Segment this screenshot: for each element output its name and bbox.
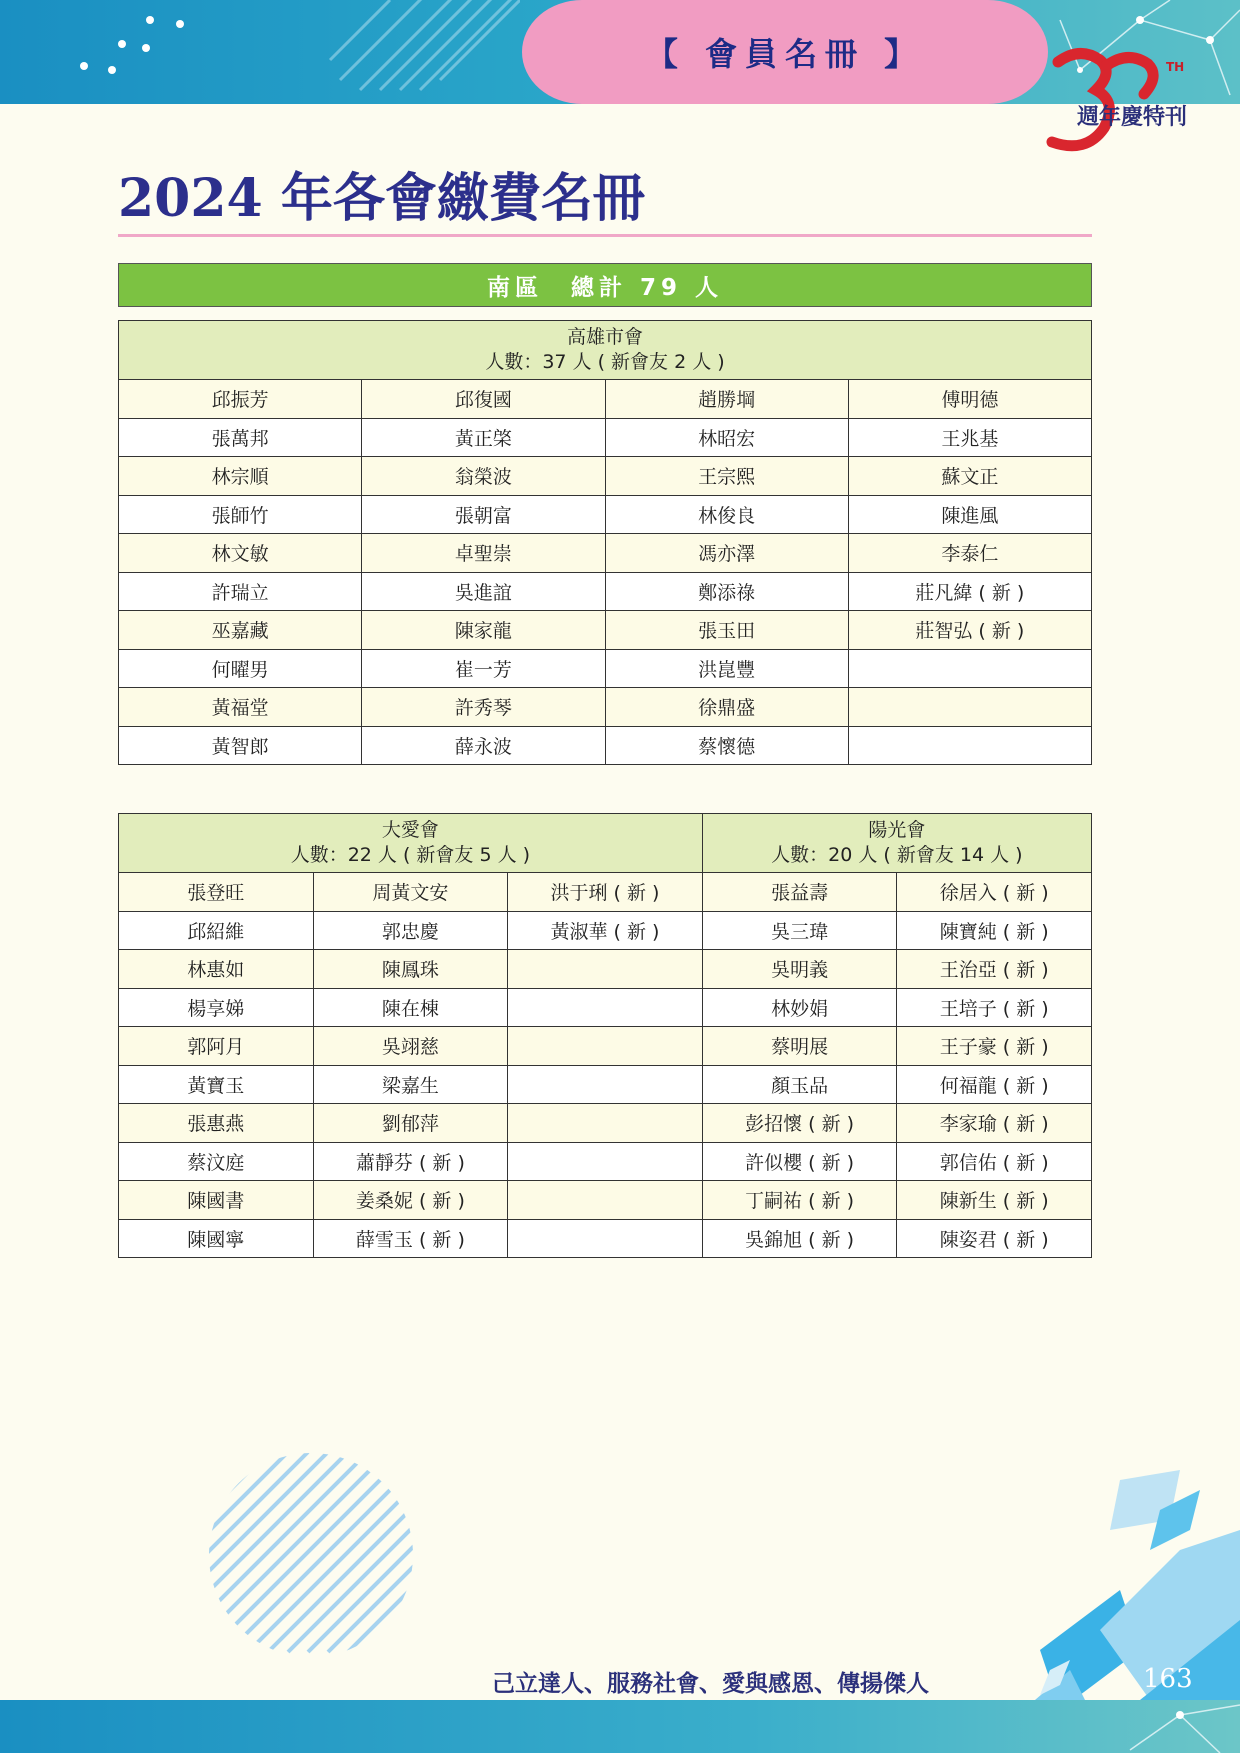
member-name-cell: 陳國寧 — [119, 1219, 314, 1258]
table-row — [119, 688, 1092, 727]
member-name-cell: 巫嘉藏 — [119, 611, 362, 650]
member-name-cell: 邱復國 — [362, 380, 605, 419]
member-name-cell: 陳進風 — [848, 495, 1091, 534]
table-row — [119, 495, 1092, 534]
member-name-cell: 許秀琴 — [362, 688, 605, 727]
member-name-cell: 徐居入 ( 新 ) — [897, 873, 1092, 912]
member-name-cell: 姜桑妮 ( 新 ) — [313, 1181, 508, 1220]
member-name-cell: 莊凡緯 ( 新 ) — [848, 572, 1091, 611]
member-name-cell — [508, 1104, 703, 1143]
kaohsiung-header — [119, 321, 1092, 380]
footer-slogan: 己立達人、服務社會、愛與感恩、傳揚傑人 — [492, 1670, 929, 1697]
member-name-cell: 王培子 ( 新 ) — [897, 988, 1092, 1027]
table-row — [119, 649, 1092, 688]
member-name-cell: 王宗熙 — [605, 457, 848, 496]
member-name-cell: 黃寶玉 — [119, 1065, 314, 1104]
member-name-cell: 陳國書 — [119, 1181, 314, 1220]
member-name-cell: 王子豪 ( 新 ) — [897, 1027, 1092, 1066]
member-name-cell: 趙勝堈 — [605, 380, 848, 419]
kaohsiung-rows — [119, 380, 1092, 765]
table-row — [119, 873, 1092, 912]
title-divider — [118, 234, 1092, 237]
stripe-pattern-icon — [320, 0, 520, 104]
member-name-cell: 彭招懷 ( 新 ) — [702, 1104, 897, 1143]
member-name-cell: 傅明德 — [848, 380, 1091, 419]
member-name-cell: 徐鼎盛 — [605, 688, 848, 727]
member-name-cell: 郭忠慶 — [313, 911, 508, 950]
region-total: 南區 總計 79 人 — [486, 274, 724, 301]
member-name-cell: 林宗順 — [119, 457, 362, 496]
table-row — [119, 534, 1092, 573]
member-name-cell — [508, 1142, 703, 1181]
member-name-cell: 張朝富 — [362, 495, 605, 534]
member-name-cell: 卓聖崇 — [362, 534, 605, 573]
member-name-cell: 蘇文正 — [848, 457, 1091, 496]
table-row — [119, 1181, 1092, 1220]
member-name-cell: 周黃文安 — [313, 873, 508, 912]
member-name-cell: 郭信佑 ( 新 ) — [897, 1142, 1092, 1181]
member-name-cell: 王兆基 — [848, 418, 1091, 457]
member-name-cell: 陳姿君 ( 新 ) — [897, 1219, 1092, 1258]
page-number: 163 — [1143, 1664, 1193, 1694]
table-row — [119, 1142, 1092, 1181]
member-name-cell: 薛雪玉 ( 新 ) — [313, 1219, 508, 1258]
logo-th: TH — [1166, 60, 1185, 74]
member-name-cell: 林妙娟 — [702, 988, 897, 1027]
member-name-cell: 梁嘉生 — [313, 1065, 508, 1104]
member-name-cell: 張益壽 — [702, 873, 897, 912]
member-name-cell — [508, 1219, 703, 1258]
member-name-cell: 許似櫻 ( 新 ) — [702, 1142, 897, 1181]
page-title: 2024 年各會繳費名冊 — [118, 168, 645, 229]
member-name-cell: 吳明義 — [702, 950, 897, 989]
footer-band — [0, 1700, 1240, 1753]
member-name-cell: 李泰仁 — [848, 534, 1091, 573]
member-name-cell: 蔡懷德 — [605, 726, 848, 765]
member-name-cell — [848, 726, 1091, 765]
section-label: 【 會員名冊 】 — [645, 35, 925, 73]
table-row — [119, 457, 1092, 496]
member-name-cell: 王治亞 ( 新 ) — [897, 950, 1092, 989]
daai-header — [119, 814, 703, 873]
member-name-cell: 林昭宏 — [605, 418, 848, 457]
section-label-pill — [522, 0, 1048, 104]
member-name-cell: 蔡明展 — [702, 1027, 897, 1066]
member-name-cell — [508, 1027, 703, 1066]
member-name-cell: 陳在棟 — [313, 988, 508, 1027]
member-name-cell: 林惠如 — [119, 950, 314, 989]
member-name-cell: 黃正棨 — [362, 418, 605, 457]
chapter-count: 人數：22 人 ( 新會友 5 人 ) — [290, 844, 531, 866]
yangguang-header — [702, 814, 1091, 873]
member-name-cell: 陳新生 ( 新 ) — [897, 1181, 1092, 1220]
member-name-cell: 馮亦澤 — [605, 534, 848, 573]
member-name-cell: 張萬邦 — [119, 418, 362, 457]
table-row — [119, 1027, 1092, 1066]
member-name-cell: 顏玉品 — [702, 1065, 897, 1104]
member-name-cell: 林文敏 — [119, 534, 362, 573]
daai-yangguang-roster-table — [118, 813, 1092, 1258]
member-name-cell: 李家瑜 ( 新 ) — [897, 1104, 1092, 1143]
member-name-cell: 劉郁萍 — [313, 1104, 508, 1143]
region-total-bar — [118, 263, 1092, 307]
table-row — [119, 611, 1092, 650]
member-name-cell: 丁嗣祐 ( 新 ) — [702, 1181, 897, 1220]
chapter-name: 高雄市會 — [566, 326, 643, 348]
table-row — [119, 1065, 1092, 1104]
member-name-cell: 黃福堂 — [119, 688, 362, 727]
member-name-cell: 楊享娣 — [119, 988, 314, 1027]
member-name-cell: 黃淑華 ( 新 ) — [508, 911, 703, 950]
member-name-cell: 張惠燕 — [119, 1104, 314, 1143]
member-name-cell — [848, 649, 1091, 688]
table-row — [119, 380, 1092, 419]
member-name-cell: 黃智郎 — [119, 726, 362, 765]
table-row — [119, 572, 1092, 611]
member-name-cell — [508, 950, 703, 989]
member-name-cell — [508, 1065, 703, 1104]
logo-caption: 週年慶特刊 — [1077, 104, 1188, 130]
network-lines-icon — [1120, 1700, 1240, 1753]
daai-yangguang-rows — [119, 873, 1092, 1258]
member-name-cell: 何曜男 — [119, 649, 362, 688]
member-name-cell: 崔一芳 — [362, 649, 605, 688]
member-name-cell: 吳三瑋 — [702, 911, 897, 950]
member-name-cell: 洪于琍 ( 新 ) — [508, 873, 703, 912]
member-name-cell: 莊智弘 ( 新 ) — [848, 611, 1091, 650]
table-row — [119, 1219, 1092, 1258]
member-name-cell: 許瑞立 — [119, 572, 362, 611]
kaohsiung-roster-table — [118, 320, 1092, 765]
member-name-cell: 翁榮波 — [362, 457, 605, 496]
member-name-cell: 薛永波 — [362, 726, 605, 765]
member-name-cell: 吳進誼 — [362, 572, 605, 611]
member-name-cell: 郭阿月 — [119, 1027, 314, 1066]
member-name-cell: 陳家龍 — [362, 611, 605, 650]
member-name-cell — [508, 1181, 703, 1220]
member-name-cell: 吳錦旭 ( 新 ) — [702, 1219, 897, 1258]
member-name-cell: 洪崑豐 — [605, 649, 848, 688]
member-name-cell: 陳鳳珠 — [313, 950, 508, 989]
hatched-circle-icon — [208, 1452, 414, 1658]
table-row — [119, 950, 1092, 989]
member-name-cell: 陳寶純 ( 新 ) — [897, 911, 1092, 950]
table-row — [119, 418, 1092, 457]
member-name-cell: 蕭靜芬 ( 新 ) — [313, 1142, 508, 1181]
chapter-count: 人數：20 人 ( 新會友 14 人 ) — [771, 844, 1023, 866]
chapter-name: 大愛會 — [381, 819, 439, 841]
member-name-cell — [848, 688, 1091, 727]
member-name-cell: 張登旺 — [119, 873, 314, 912]
member-name-cell: 鄭添祿 — [605, 572, 848, 611]
member-name-cell: 林俊良 — [605, 495, 848, 534]
table-row — [119, 1104, 1092, 1143]
member-name-cell: 吳翊慈 — [313, 1027, 508, 1066]
table-row — [119, 911, 1092, 950]
member-name-cell: 張玉田 — [605, 611, 848, 650]
member-name-cell: 張師竹 — [119, 495, 362, 534]
member-name-cell: 邱振芳 — [119, 380, 362, 419]
chapter-count: 人數：37 人 ( 新會友 2 人 ) — [485, 351, 725, 373]
member-name-cell — [508, 988, 703, 1027]
member-name-cell: 何福龍 ( 新 ) — [897, 1065, 1092, 1104]
member-name-cell: 邱紹維 — [119, 911, 314, 950]
chapter-name: 陽光會 — [868, 819, 926, 841]
member-name-cell: 蔡汶庭 — [119, 1142, 314, 1181]
table-row — [119, 988, 1092, 1027]
table-row — [119, 726, 1092, 765]
